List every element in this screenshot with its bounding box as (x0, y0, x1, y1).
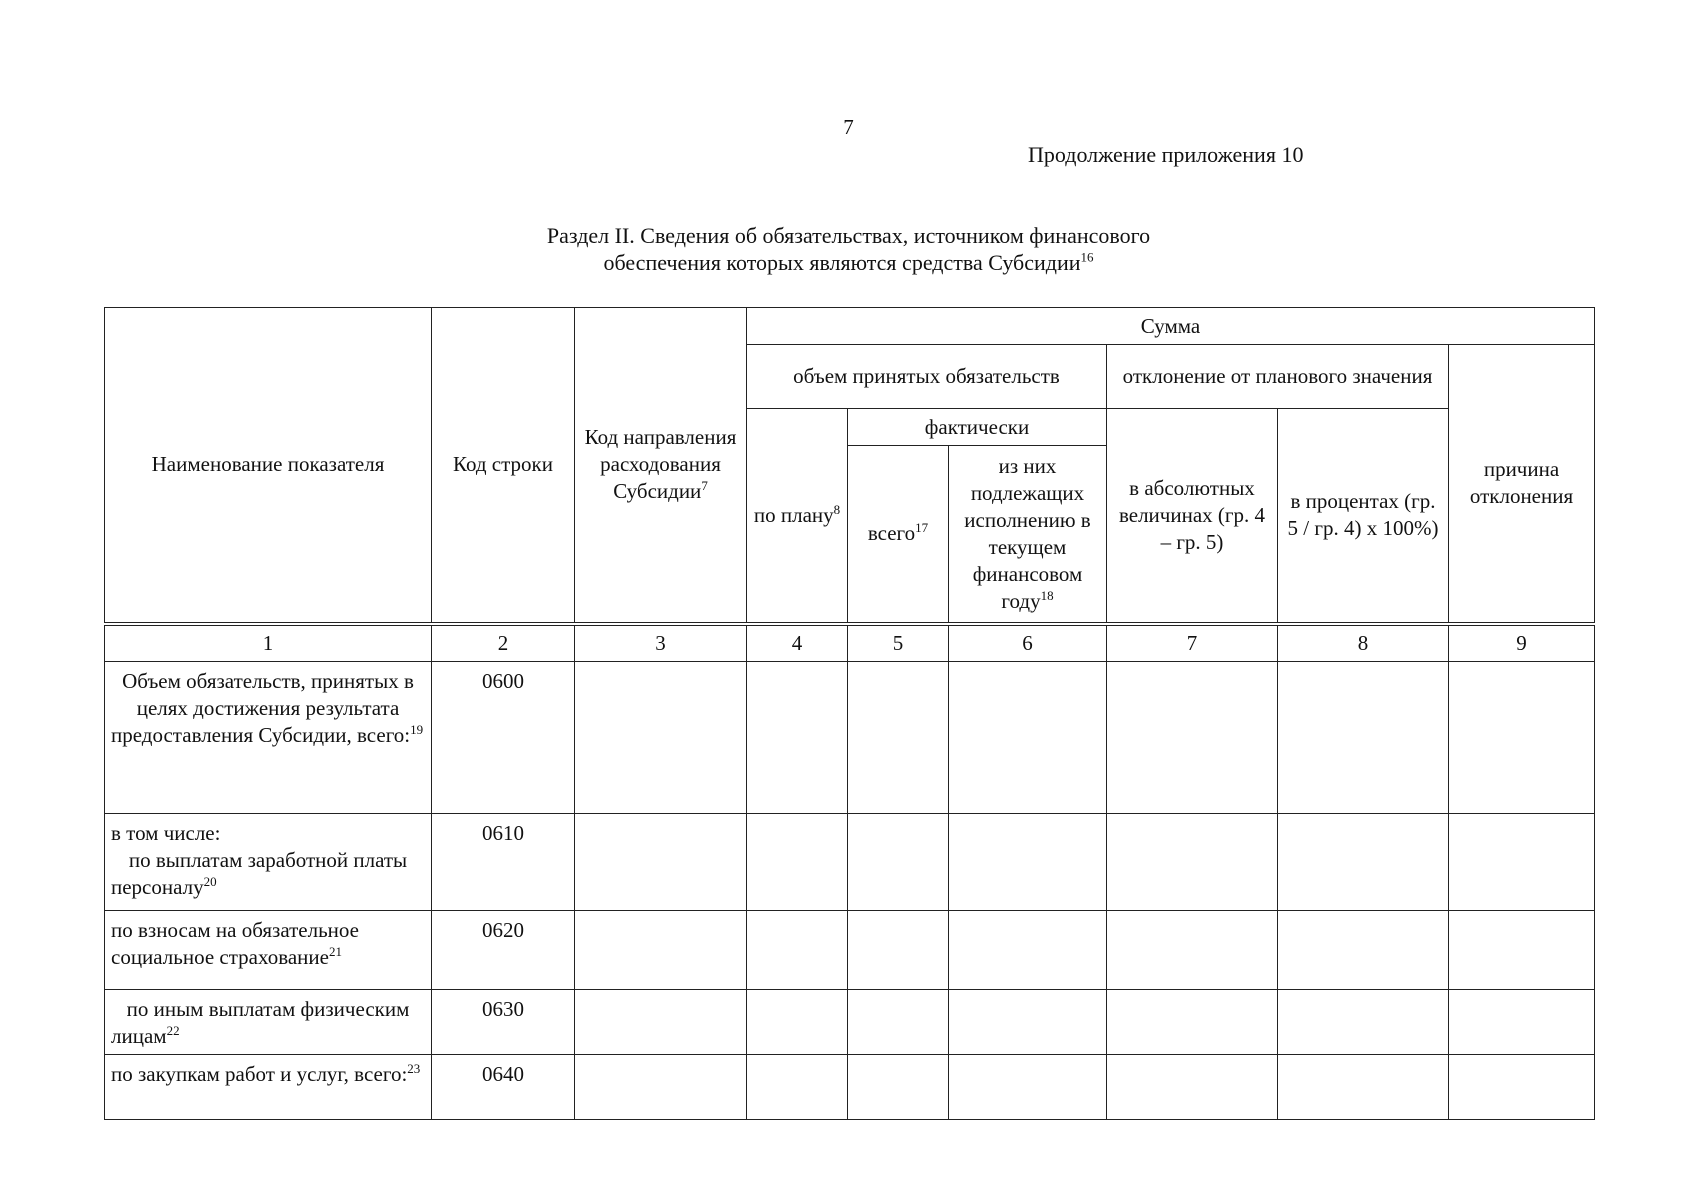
row-footnote: 20 (203, 873, 217, 889)
column-number: 9 (1449, 624, 1595, 662)
header-deviation-reason: причина отклонения (1449, 345, 1595, 624)
row-name (105, 661, 432, 813)
table-row (105, 989, 1595, 1054)
table-row (105, 1054, 1595, 1119)
row-name-text: по выплатам заработной платы персоналу (111, 847, 408, 899)
data-cell[interactable] (575, 1054, 747, 1119)
header-percent-values: в процентах (гр. 5 / гр. 4) х 100%) (1278, 409, 1449, 624)
column-number: 2 (432, 624, 575, 662)
data-cell[interactable] (848, 661, 949, 813)
header-row-code: Код строки (432, 308, 575, 624)
data-cell[interactable] (575, 813, 747, 910)
data-cell[interactable] (848, 1054, 949, 1119)
data-cell[interactable] (1449, 661, 1595, 813)
section-title-line-2-text: обеспечения которых являются средства Субсидии (603, 250, 1081, 275)
row-footnote: 21 (328, 943, 342, 959)
data-cell[interactable] (747, 910, 848, 989)
data-cell[interactable] (1278, 1054, 1449, 1119)
column-number: 1 (105, 624, 432, 662)
data-cell[interactable] (949, 1054, 1107, 1119)
row-code: 0640 (432, 1054, 575, 1119)
data-cell[interactable] (1107, 1054, 1278, 1119)
header-of-which-current-year-footnote: 18 (1040, 587, 1054, 603)
header-direction-code (575, 308, 747, 624)
appendix-continuation-note: Продолжение приложения 10 (1028, 142, 1304, 167)
row-code: 0610 (432, 813, 575, 910)
data-cell[interactable] (747, 989, 848, 1054)
data-cell[interactable] (1449, 813, 1595, 910)
header-obligations-volume: объем принятых обязательств (747, 345, 1107, 409)
header-direction-code-footnote: 7 (701, 478, 708, 494)
data-cell[interactable] (575, 661, 747, 813)
header-total (848, 446, 949, 624)
row-name-text: по иным выплатам физическим лицам (111, 996, 410, 1048)
data-cell[interactable] (1278, 661, 1449, 813)
data-cell[interactable] (1278, 813, 1449, 910)
data-cell[interactable] (1449, 989, 1595, 1054)
data-cell[interactable] (747, 1054, 848, 1119)
header-by-plan-footnote: 8 (833, 501, 841, 517)
row-footnote: 22 (166, 1022, 180, 1038)
data-cell[interactable] (747, 813, 848, 910)
header-of-which-current-year (949, 446, 1107, 624)
data-cell[interactable] (949, 813, 1107, 910)
data-cell[interactable] (1278, 910, 1449, 989)
row-footnote: 19 (410, 721, 424, 737)
data-cell[interactable] (848, 989, 949, 1054)
column-number: 8 (1278, 624, 1449, 662)
data-cell[interactable] (1278, 989, 1449, 1054)
column-number: 4 (747, 624, 848, 662)
header-absolute-values: в абсолютных величинах (гр. 4 – гр. 5) (1107, 409, 1278, 624)
data-cell[interactable] (1107, 661, 1278, 813)
data-cell[interactable] (848, 813, 949, 910)
column-number: 3 (575, 624, 747, 662)
row-code: 0630 (432, 989, 575, 1054)
row-name (105, 813, 432, 910)
row-code: 0620 (432, 910, 575, 989)
data-cell[interactable] (1107, 813, 1278, 910)
data-cell[interactable] (575, 910, 747, 989)
header-direction-code-text: Код направления расходования Субсидии (584, 425, 737, 504)
column-number: 5 (848, 624, 949, 662)
section-title-footnote: 16 (1080, 249, 1094, 265)
row-prefix: в том числе: (111, 820, 221, 845)
section-title-line-2 (0, 249, 1697, 276)
column-numbers-row (105, 624, 1595, 662)
row-name (105, 1054, 432, 1119)
data-cell[interactable] (575, 989, 747, 1054)
data-cell[interactable] (1107, 989, 1278, 1054)
section-title-line-1: Раздел II. Сведения об обязательствах, источником финансового (546, 223, 1151, 248)
row-name-text: Объем обязательств, принятых в целях достижения результата предоставления Субсидии, всего: (111, 668, 414, 747)
data-cell[interactable] (1449, 1054, 1595, 1119)
header-by-plan-text: по плану (753, 502, 834, 527)
row-name-text: по взносам на обязательное социальное страхование (111, 917, 359, 969)
header-total-footnote: 17 (915, 520, 929, 536)
column-number: 6 (949, 624, 1107, 662)
column-number: 7 (1107, 624, 1278, 662)
data-cell[interactable] (949, 910, 1107, 989)
data-cell[interactable] (949, 661, 1107, 813)
row-code: 0600 (432, 661, 575, 813)
row-name (105, 989, 432, 1054)
obligations-table (104, 307, 1595, 1120)
row-footnote: 23 (407, 1060, 421, 1076)
row-name (105, 910, 432, 989)
data-cell[interactable] (848, 910, 949, 989)
data-cell[interactable] (1107, 910, 1278, 989)
data-cell[interactable] (747, 661, 848, 813)
header-indicator-name: Наименование показателя (105, 308, 432, 624)
header-of-which-current-year-text: из них подлежащих исполнению в текущем финансовом году (964, 453, 1091, 613)
header-deviation: отклонение от планового значения (1107, 345, 1449, 409)
header-actual: фактически (848, 409, 1107, 446)
data-cell[interactable] (1449, 910, 1595, 989)
table-row (105, 910, 1595, 989)
table-row (105, 813, 1595, 910)
data-cell[interactable] (949, 989, 1107, 1054)
header-sum: Сумма (747, 308, 1595, 345)
section-title (0, 222, 1697, 276)
row-name-text: по закупкам работ и услуг, всего: (111, 1061, 408, 1086)
header-by-plan (747, 409, 848, 624)
table-row (105, 661, 1595, 813)
page-number: 7 (843, 115, 854, 139)
header-total-text: всего (867, 521, 916, 546)
